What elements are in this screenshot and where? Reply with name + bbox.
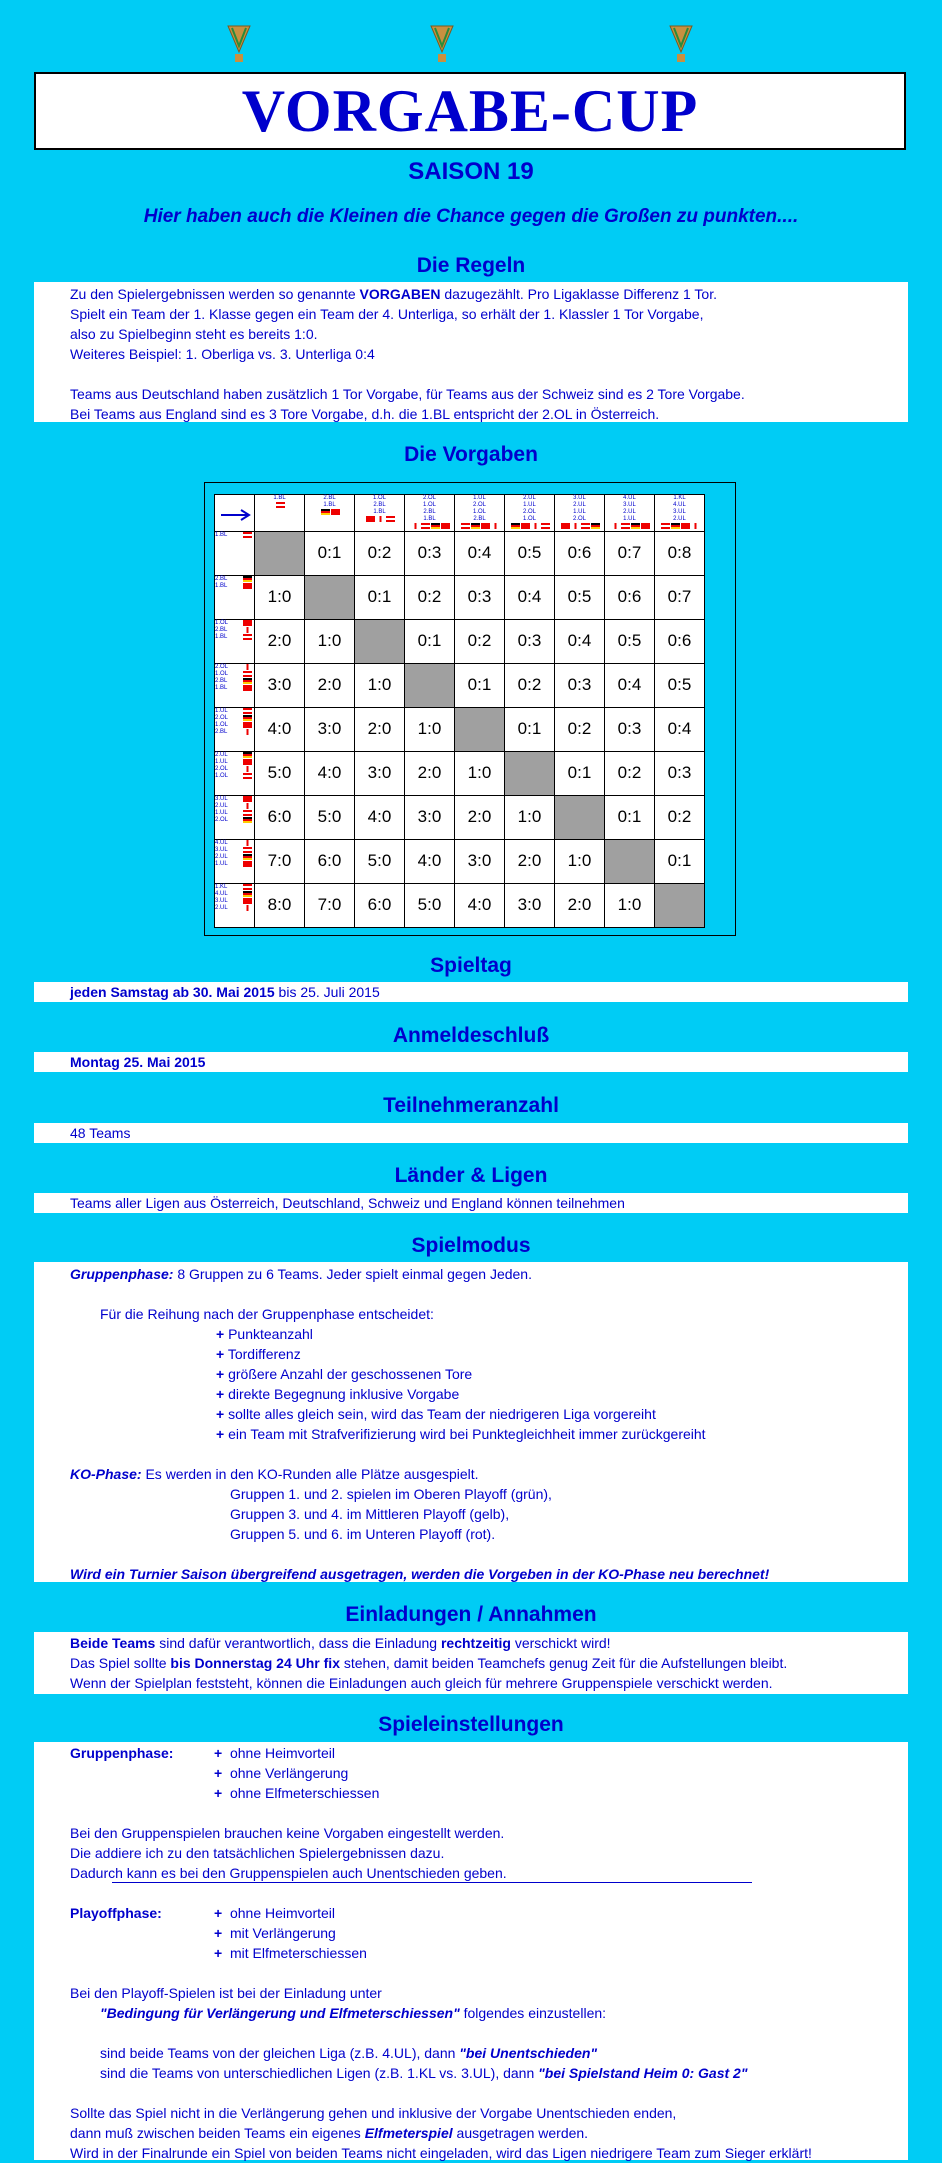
ko-phase-label: KO-Phase: [70,1466,142,1482]
matrix-cell: 0:4 [455,531,505,575]
matrix-cell: 2:0 [305,663,355,707]
matrix-cell: 8:0 [255,883,305,927]
flag-icon [321,509,330,515]
title-box [34,72,906,150]
matrix-cell: 0:1 [655,839,705,883]
flag-icon [243,884,252,890]
matrix-cell: 0:5 [605,619,655,663]
matrix-cell-diagonal [555,795,605,839]
criteria-item: + Punkteanzahl [216,1326,313,1342]
matrix-cell: 2:0 [255,619,305,663]
flag-icon [243,840,252,846]
matrix-cell: 1:0 [355,663,405,707]
matrix-cell: 4:0 [305,751,355,795]
gruppenphase-settings-list [214,1743,379,1803]
matrix-cell: 6:0 [255,795,305,839]
matrix-cell: 0:3 [455,575,505,619]
flag-icon [541,523,550,529]
flag-icon [531,523,540,529]
matrix-row [215,531,705,575]
flag-icon [243,576,252,582]
anmeldeschluss-date: Montag 25. Mai 2015 [70,1054,206,1070]
saison-note: Wird ein Turnier Saison übergreifend ausgetragen, werden die Vorgeben in der KO-Phase neu berechnet! [70,1566,770,1582]
flag-icon [461,523,470,529]
matrix-cell: 6:0 [305,839,355,883]
spieltag-box: jeden Samstag ab 30. Mai 2015 bis 25. Juli 2015 [34,982,908,1002]
matrix-row [215,619,705,663]
flag-icon [243,803,252,809]
flag-icon [421,523,430,529]
flag-icon [681,523,690,529]
flag-icon [431,523,440,529]
flag-icon [243,796,252,802]
regeln-line: Teams aus Deutschland haben zusätzlich 1 Tor Vorgabe, für Teams aus der Schweiz sind es 2 Tore Vorgabe. [70,386,745,402]
flag-icon [276,502,285,508]
matrix-cell: 0:5 [655,663,705,707]
flag-icon [243,817,252,823]
matrix-cell: 0:2 [505,663,555,707]
heading-anmeldeschluss: Anmeldeschluß [392,1024,550,1047]
flag-icon [331,509,340,515]
matrix-row [215,663,705,707]
matrix-col-header: 2.BL 1.BL [305,495,355,532]
anmeldeschluss-box [34,1052,908,1072]
matrix-cell: 0:2 [355,531,405,575]
matrix-cell: 0:8 [655,531,705,575]
flag-icon [621,523,630,529]
setting-item: + ohne Verlängerung [214,1765,349,1781]
matrix-cell: 5:0 [255,751,305,795]
matrix-cell: 3:0 [305,707,355,751]
matrix-cell-diagonal [305,575,355,619]
plus-icon: + [216,1366,225,1382]
matrix-cell: 0:3 [555,663,605,707]
matrix-row-header: 1.OL 2.BL 1.BL [215,619,255,663]
matrix-cell: 0:4 [555,619,605,663]
matrix-row [215,883,705,927]
plus-icon: + [216,1406,225,1422]
matrix-cell: 0:1 [355,575,405,619]
flag-icon [561,523,570,529]
plus-icon: + [214,1745,223,1761]
flag-icon [243,708,252,714]
spielmodus-box: Gruppenphase: 8 Gruppen zu 6 Teams. Jeder spielt einmal gegen Jeden. Für die Reihung nach der Gruppenphase entscheidet: + Punkteanzahl + Tordifferenz + größere Anzahl der geschossenen Tore + direkte Begegnung inklusive Vorgabe + sollte alles gleich sein, wird das Team der niedrigeren Liga vorgereiht + ein Team mit Strafverifizierung wird bei Punktegleichheit immer zurückgereiht KO-Phase: Es werden in den KO-Runden alle Plätze ausgespielt. Gruppen 1. und 2. spielen im Oberen Playoff (grün), Gruppen 3. und 4. im Mittleren Playoff (gelb), Gruppen 5. und 6. im Unteren Playoff (rot). Wird ein Turnier Saison übergreifend ausgetragen, werden die Vorgeben in der KO-Phase neu berechnet! [34,1262,908,1582]
flag-icon [243,678,252,684]
plus-icon: + [216,1426,225,1442]
matrix-cell: 0:2 [455,619,505,663]
vorgaben-matrix [204,482,736,936]
flag-icon [243,583,252,589]
flag-icon [631,523,640,529]
plus-icon: + [214,1765,223,1781]
setting-item: + ohne Heimvorteil [214,1745,336,1761]
matrix-cell: 0:4 [605,663,655,707]
spieltag-date: jeden Samstag ab 30. Mai 2015 [70,984,275,1000]
matrix-cell: 3:0 [455,839,505,883]
flag-icon [243,664,252,670]
plus-icon: + [214,1785,223,1801]
matrix-cell: 7:0 [305,883,355,927]
matrix-cell: 0:3 [405,531,455,575]
arrow-right-icon [219,508,251,522]
matrix-cell: 1:0 [305,619,355,663]
plus-icon: + [214,1945,223,1961]
matrix-cell-diagonal [455,707,505,751]
matrix-cell: 0:3 [505,619,555,663]
matrix-row [215,839,705,883]
matrix-row [215,575,705,619]
matrix-cell: 5:0 [305,795,355,839]
regeln-line: Bei Teams aus England sind es 3 Tore Vorgabe, d.h. die 1.BL entspricht der 2.OL in Österreich. [70,406,660,422]
flag-icon [641,523,650,529]
matrix-cell: 0:1 [605,795,655,839]
matrix-cell-diagonal [355,619,405,663]
tagline: Hier haben auch die Kleinen die Chance gegen die Großen zu punkten.... [143,206,799,227]
trophy-icon [226,22,252,64]
heading-spieltag: Spieltag [430,954,512,977]
criteria-item: + größere Anzahl der geschossenen Tore [216,1366,473,1382]
einladungen-box: Beide Teams sind dafür verantwortlich, dass die Einladung rechtzeitig verschickt wird! Das Spiel sollte bis Donnerstag 24 Uhr fix stehen, damit beiden Teamchefs genug Zeit für die Aufstellungen bleibt. Wenn der Spielplan feststeht, können die Einladungen auch gleich für mehrere Gruppenspiele verschickt werden. [34,1632,908,1694]
flag-icon [661,523,670,529]
laender-box [34,1193,908,1213]
matrix-cell: 0:1 [505,707,555,751]
matrix-cell-diagonal [505,751,555,795]
trophy-icon [668,22,694,64]
heading-laender: Länder & Ligen [394,1164,548,1187]
matrix-col-header: 3.UL 2.UL 1.UL 2.OL [555,495,605,532]
matrix-row-header: 1.KL 4.UL 3.UL 2.UL [215,883,255,927]
flag-icon [491,523,500,529]
matrix-cell: 0:2 [655,795,705,839]
flag-icon [671,523,680,529]
flag-icon [471,523,480,529]
matrix-row-header: 2.UL 1.UL 2.OL 1.OL [215,751,255,795]
matrix-cell: 0:2 [405,575,455,619]
criteria-item: + direkte Begegnung inklusive Vorgabe [216,1386,460,1402]
matrix-cell: 4:0 [405,839,455,883]
matrix-cell: 4:0 [255,707,305,751]
group-item: Gruppen 3. und 4. im Mittleren Playoff (gelb), [230,1506,510,1522]
matrix-row-header: 4.UL 3.UL 2.UL 1.UL [215,839,255,883]
flag-icon [243,722,252,728]
gruppenphase-settings-label: Gruppenphase: [70,1745,174,1761]
regeln-line: Zu den Spielergebnissen werden so genannte VORGABEN dazugezählt. Pro Ligaklasse Differenz 1 Tor. [70,286,717,302]
matrix-cell: 0:5 [555,575,605,619]
matrix-cell: 0:1 [455,663,505,707]
matrix-row [215,707,705,751]
flag-icon [571,523,580,529]
laender-text: Teams aller Ligen aus Österreich, Deutschland, Schweiz und England können teilnehmen [70,1195,625,1211]
matrix-cell: 5:0 [355,839,405,883]
reihung-text: Für die Reihung nach der Gruppenphase entscheidet: [100,1306,434,1322]
flag-icon [521,523,530,529]
heading-einladungen: Einladungen / Annahmen [345,1603,597,1626]
flag-icon [243,620,252,626]
flag-icon [243,810,252,816]
groups-list [70,1484,908,1544]
divider [112,1882,752,1883]
matrix-cell: 0:4 [655,707,705,751]
season-label: SAISON 19 [408,158,534,185]
plus-icon: + [214,1905,223,1921]
flag-icon [581,523,590,529]
flag-icon [243,759,252,765]
heading-vorgaben: Die Vorgaben [404,443,538,466]
flag-icon [243,729,252,735]
matrix-cell: 7:0 [255,839,305,883]
trophy-icon [429,22,455,64]
criteria-item: + ein Team mit Strafverifizierung wird bei Punktegleichheit immer zurückgereiht [216,1426,706,1442]
matrix-cell: 1:0 [505,795,555,839]
setting-item: + ohne Elfmeterschiessen [214,1785,380,1801]
matrix-corner [215,495,255,532]
teilnehmer-box [34,1123,908,1143]
heading-regeln: Die Regeln [416,254,526,277]
matrix-col-header: 1.KL 4.UL 3.UL 2.UL [655,495,705,532]
matrix-cell-diagonal [655,883,705,927]
matrix-cell: 4:0 [355,795,405,839]
einstellungen-box: Gruppenphase: + ohne Heimvorteil + ohne Verlängerung + ohne Elfmeterschiessen Bei den Gruppenspielen brauchen keine Vorgaben eingestellt werden. Die addiere ich zu den tatsächlichen Spielergebnissen dazu. Dadurch kann es bei den Gruppenspielen auch Unentschieden geben. Playoffphase: + ohne Heimvorteil + mit Verlängerung + mit Elfmeterschiessen Bei den Playoff-Spielen ist bei der Einladung unter "Bedingung für Verlängerung und Elfmeterschiessen" folgendes einzustellen: sind beide Teams von der gleichen Liga (z.B. 4.UL), dann "bei Unentschieden" sind die Teams von unterschiedlichen Ligen (z.B. 1.KL vs. 3.UL), dann "bei Spielstand Heim 0: Gast 2" Sollte das Spiel nicht in die Verlängerung gehen und inklusive der Vorgabe Unentschieden enden, dann muß zwischen beiden Teams ein eigenes Elfmeterspiel ausgetragen werden. Wird in der Finalrunde ein Spiel von beiden Teams nicht eingeladen, wird das Ligen niedrigere Team zum Sieger erklärt! [34,1742,908,2160]
matrix-col-header: 2.UL 1.UL 2.OL 1.OL [505,495,555,532]
matrix-cell: 0:2 [555,707,605,751]
flag-icon [243,847,252,853]
flag-icon [243,627,252,633]
matrix-cell: 1:0 [605,883,655,927]
matrix-col-header: 1.OL 2.BL 1.BL [355,495,405,532]
flag-icon [511,523,520,529]
matrix-cell: 0:1 [305,531,355,575]
matrix-cell: 0:1 [405,619,455,663]
matrix-row-header: 2.OL 1.OL 2.BL 1.BL [215,663,255,707]
matrix-row-header: 1.UL 2.OL 1.OL 2.BL [215,707,255,751]
flag-icon [366,516,375,522]
matrix-cell: 0:6 [655,619,705,663]
matrix-cell: 1:0 [255,575,305,619]
matrix-cell-diagonal [605,839,655,883]
heading-teilnehmer: Teilnehmeranzahl [383,1094,559,1117]
matrix-row-header: 1.BL [215,531,255,575]
matrix-cell: 4:0 [455,883,505,927]
flag-icon [243,752,252,758]
regeln-line: Weiteres Beispiel: 1. Oberliga vs. 3. Unterliga 0:4 [70,346,375,362]
heading-spielmodus: Spielmodus [411,1234,531,1257]
matrix-col-header: 2.OL 1.OL 2.BL 1.BL [405,495,455,532]
matrix-cell: 0:3 [655,751,705,795]
matrix-cell: 0:4 [505,575,555,619]
matrix-cell: 3:0 [505,883,555,927]
matrix-cell: 0:5 [505,531,555,575]
flag-icon [481,523,490,529]
matrix-row-header: 3.UL 2.UL 1.UL 2.OL [215,795,255,839]
matrix-row-header: 2.BL 1.BL [215,575,255,619]
matrix-cell: 2:0 [455,795,505,839]
flag-icon [386,516,395,522]
group-item: Gruppen 1. und 2. spielen im Oberen Playoff (grün), [230,1486,552,1502]
setting-item: + ohne Heimvorteil [214,1905,336,1921]
criteria-list [70,1324,908,1444]
flag-icon [441,523,450,529]
matrix-cell: 3:0 [255,663,305,707]
flag-icon [243,715,252,721]
matrix-cell: 6:0 [355,883,405,927]
flag-icon [591,523,600,529]
matrix-cell: 2:0 [555,883,605,927]
logo-row [0,22,942,66]
matrix-cell-diagonal [405,663,455,707]
page-title: VORGABE-CUP [241,78,699,144]
flag-icon [243,766,252,772]
regeln-line: also zu Spielbeginn steht es bereits 1:0. [70,326,318,342]
regeln-box [34,282,908,422]
flag-icon [411,523,420,529]
flag-icon [243,891,252,897]
flag-icon [243,854,252,860]
matrix-col-header: 1.BL [255,495,305,532]
matrix-cell: 0:6 [555,531,605,575]
matrix-cell: 0:6 [605,575,655,619]
matrix-cell: 0:1 [555,751,605,795]
flag-icon [243,685,252,691]
matrix-row [215,751,705,795]
gruppenphase-label: Gruppenphase: [70,1266,174,1282]
flag-icon [243,634,252,640]
plus-icon: + [214,1925,223,1941]
flag-icon [611,523,620,529]
matrix-col-header: 4.UL 3.UL 2.UL 1.UL [605,495,655,532]
matrix-cell: 0:7 [655,575,705,619]
group-item: Gruppen 5. und 6. im Unteren Playoff (rot). [230,1526,496,1542]
criteria-item: + sollte alles gleich sein, wird das Team der niedrigeren Liga vorgereiht [216,1406,656,1422]
heading-einstellungen: Spieleinstellungen [378,1713,564,1736]
matrix-row [215,795,705,839]
matrix-cell: 5:0 [405,883,455,927]
flag-icon [243,861,252,867]
setting-item: + mit Verlängerung [214,1925,336,1941]
matrix-cell: 1:0 [405,707,455,751]
plus-icon: + [216,1326,225,1342]
vorgaben-table [214,494,705,928]
flag-icon [243,671,252,677]
teilnehmer-count: 48 Teams [70,1125,131,1141]
matrix-cell: 2:0 [405,751,455,795]
matrix-col-header: 1.UL 2.OL 1.OL 2.BL [455,495,505,532]
matrix-cell: 1:0 [555,839,605,883]
matrix-cell: 3:0 [405,795,455,839]
matrix-cell: 1:0 [455,751,505,795]
matrix-cell: 0:7 [605,531,655,575]
matrix-cell: 3:0 [355,751,405,795]
criteria-item: + Tordifferenz [216,1346,301,1362]
flag-icon [243,773,252,779]
playoffphase-settings-list [214,1903,367,1963]
matrix-cell: 2:0 [355,707,405,751]
flag-icon [376,516,385,522]
plus-icon: + [216,1346,225,1362]
matrix-cell: 0:2 [605,751,655,795]
playoffphase-settings-label: Playoffphase: [70,1905,162,1921]
matrix-cell-diagonal [255,531,305,575]
flag-icon [243,898,252,904]
regeln-line: Spielt ein Team der 1. Klasse gegen ein Team der 4. Unterliga, so erhält der 1. Klassler 1 Tor Vorgabe, [70,306,704,322]
setting-item: + mit Elfmeterschiessen [214,1945,367,1961]
flag-icon [691,523,700,529]
flag-icon [243,532,252,538]
matrix-cell: 2:0 [505,839,555,883]
matrix-cell: 0:3 [605,707,655,751]
plus-icon: + [216,1386,225,1402]
flag-icon [243,905,252,911]
